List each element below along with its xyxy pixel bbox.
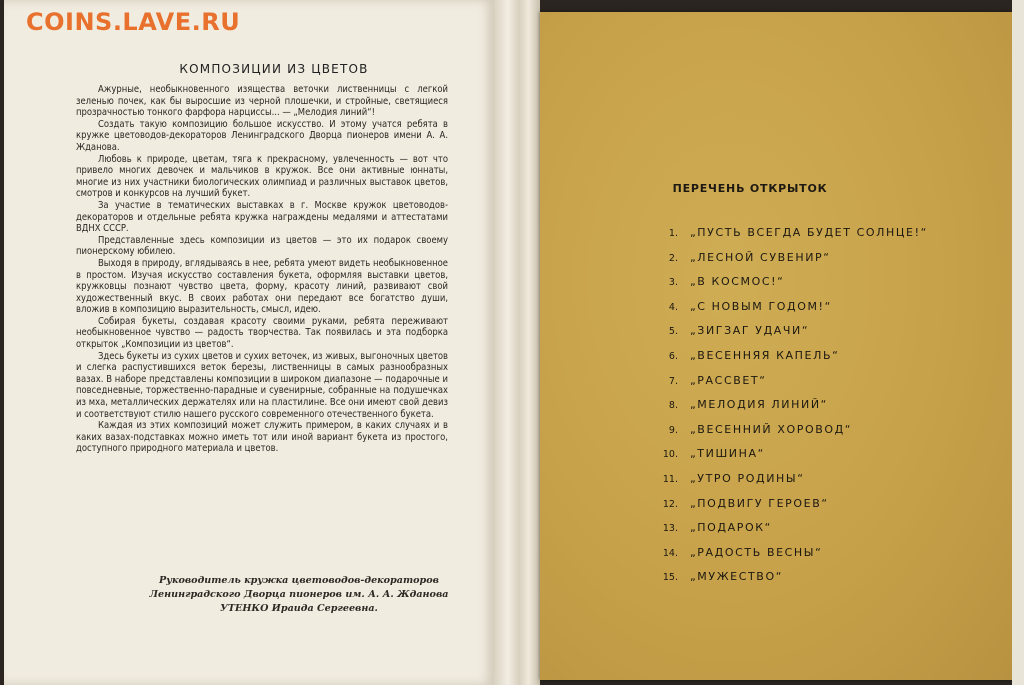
list-item-title: „ВЕСЕННЯЯ КАПЕЛЬ“ bbox=[690, 348, 840, 362]
paragraph: За участие в тематических выставках в г. Москве кружок цветоводов-декораторов и отдельные ребята кружка награждены медалями и аттестатами ВДНХ СССР. bbox=[76, 199, 448, 235]
list-item-number: 12. bbox=[662, 498, 678, 510]
list-item-number: 2. bbox=[668, 252, 678, 264]
list-item-number: 1. bbox=[668, 228, 678, 239]
list-item-title: „ЗИГЗАГ УДАЧИ“ bbox=[690, 324, 810, 338]
list-item-number: 14. bbox=[662, 547, 678, 559]
book-fold bbox=[494, 0, 540, 685]
left-page bbox=[4, 0, 494, 685]
page-title: КОМПОЗИЦИИ ИЗ ЦВЕТОВ bbox=[179, 62, 369, 76]
signature-line: УТЕНКО Ираида Сергеевна. bbox=[220, 603, 378, 614]
paragraph: Выходя в природу, вглядываясь в нее, ребята умеют видеть необыкновенное в простом. Изучая искусство составления букета, оформляя выставки цветов, кружковцы познают чувство цвета, форму, красоту линий, развивают свой художественный вкус. В своих работах они передают все богатство души, вложив в композицию выразительность, смысл, идею. bbox=[76, 257, 448, 316]
list-item-number: 10. bbox=[662, 449, 678, 461]
list-item-title: „С НОВЫМ ГОДОМ!“ bbox=[690, 299, 832, 313]
paragraph: Каждая из этих композиций может служить примером, в каких случаях и в каких вазах-подставках можно иметь тот или иной вариант букета из простого, доступного природного материала и цветов. bbox=[76, 420, 448, 455]
list-item bbox=[652, 324, 992, 349]
list-item-title: „МУЖЕСТВО“ bbox=[690, 570, 783, 584]
paragraph: Представленные здесь композиции из цветов — это их подарок своему пионерскому юбилею. bbox=[76, 234, 448, 258]
list-item bbox=[652, 349, 992, 374]
list-item bbox=[652, 521, 992, 546]
watermark-text: COINS.LAVE.RU bbox=[26, 8, 241, 36]
list-item-number: 4. bbox=[668, 301, 678, 313]
list-item-title: „РАССВЕТ“ bbox=[690, 373, 767, 387]
list-item-title: „МЕЛОДИЯ ЛИНИЙ“ bbox=[690, 398, 828, 412]
list-item-title: „В КОСМОС!“ bbox=[690, 275, 785, 289]
list-item-title: „УТРО РОДИНЫ“ bbox=[690, 471, 805, 485]
list-item-number: 11. bbox=[662, 473, 678, 485]
list-item-title: „ПОДАРОК“ bbox=[690, 521, 772, 535]
list-item-number: 13. bbox=[662, 523, 678, 535]
list-item-title: „РАДОСТЬ ВЕСНЫ“ bbox=[690, 545, 823, 559]
list-item bbox=[652, 546, 992, 571]
paragraph: Любовь к природе, цветам, тяга к прекрасному, увлеченность — вот что привело многих девочек и мальчиков в кружок. Все они активные юннаты, многие из них участники биологических олимпиад и различных выставок цветов, смотров и конкурсов на лучший букет. bbox=[76, 153, 448, 200]
list-item bbox=[652, 423, 992, 448]
paragraph: Здесь букеты из сухих цветов и сухих веточек, из живых, выгоночных цветов и слегка распустившихся веток березы, лиственницы в самых разнообразных вазах. В наборе представлены композиции в широком диапазоне — подарочные и повседневные, торжественно-парадные и сувенирные, собранные на подушечках из мха, металлических держателях или на пластилине. Все они имеют свой девиз и соответствуют стилю нашего русского современного отечественного букета. bbox=[76, 350, 448, 420]
article-body bbox=[76, 84, 448, 455]
signature-block bbox=[134, 574, 464, 616]
list-item bbox=[652, 497, 992, 522]
list-item bbox=[652, 275, 992, 300]
list-item bbox=[652, 447, 992, 472]
list-item bbox=[652, 398, 992, 423]
list-item-title: „ТИШИНА“ bbox=[690, 447, 765, 461]
list-item bbox=[652, 472, 992, 497]
signature-line: Ленинградского Дворца пионеров им. А. А. Жданова bbox=[149, 589, 449, 600]
list-item bbox=[652, 226, 992, 251]
page-edge bbox=[1012, 0, 1024, 685]
paragraph: Создать такую композицию большое искусство. И этому учатся ребята в кружке цветоводов-декораторов Ленинградского Дворца пионеров имени А. А. Жданова. bbox=[76, 118, 448, 153]
signature-line: Руководитель кружка цветоводов-декораторов bbox=[159, 575, 439, 586]
list-item bbox=[652, 251, 992, 276]
list-item bbox=[652, 570, 992, 595]
list-item bbox=[652, 374, 992, 399]
right-page bbox=[540, 12, 1012, 680]
list-item bbox=[652, 300, 992, 325]
list-item-number: 9. bbox=[668, 424, 678, 436]
list-item-number: 8. bbox=[668, 400, 678, 412]
postcard-list bbox=[652, 226, 992, 595]
list-item-title: „ПОДВИГУ ГЕРОЕВ“ bbox=[690, 496, 829, 510]
list-item-title: „ЛЕСНОЙ СУВЕНИР“ bbox=[690, 250, 831, 264]
list-item-number: 5. bbox=[668, 326, 678, 338]
list-item-number: 6. bbox=[668, 350, 678, 362]
list-item-number: 7. bbox=[668, 375, 678, 387]
list-item-number: 15. bbox=[662, 572, 678, 584]
list-item-title: „ПУСТЬ ВСЕГДА БУДЕТ СОЛНЦЕ!“ bbox=[690, 226, 928, 239]
list-item-number: 3. bbox=[668, 277, 678, 289]
list-title: ПЕРЕЧЕНЬ ОТКРЫТОК bbox=[672, 182, 828, 195]
paragraph: Ажурные, необыкновенного изящества веточки лиственницы с легкой зеленью почек, как бы выросшие из черной плошечки, и стройные, светящиеся прозрачностью тонкого фарфора нарциссы... — „Мелодия линий“! bbox=[76, 84, 448, 119]
paragraph: Собирая букеты, создавая красоту своими руками, ребята переживают необыкновенное чувство — радость творчества. Так появилась и эта подборка открыток „Композиции из цветов“. bbox=[76, 315, 448, 351]
list-item-title: „ВЕСЕННИЙ ХОРОВОД“ bbox=[690, 422, 853, 436]
